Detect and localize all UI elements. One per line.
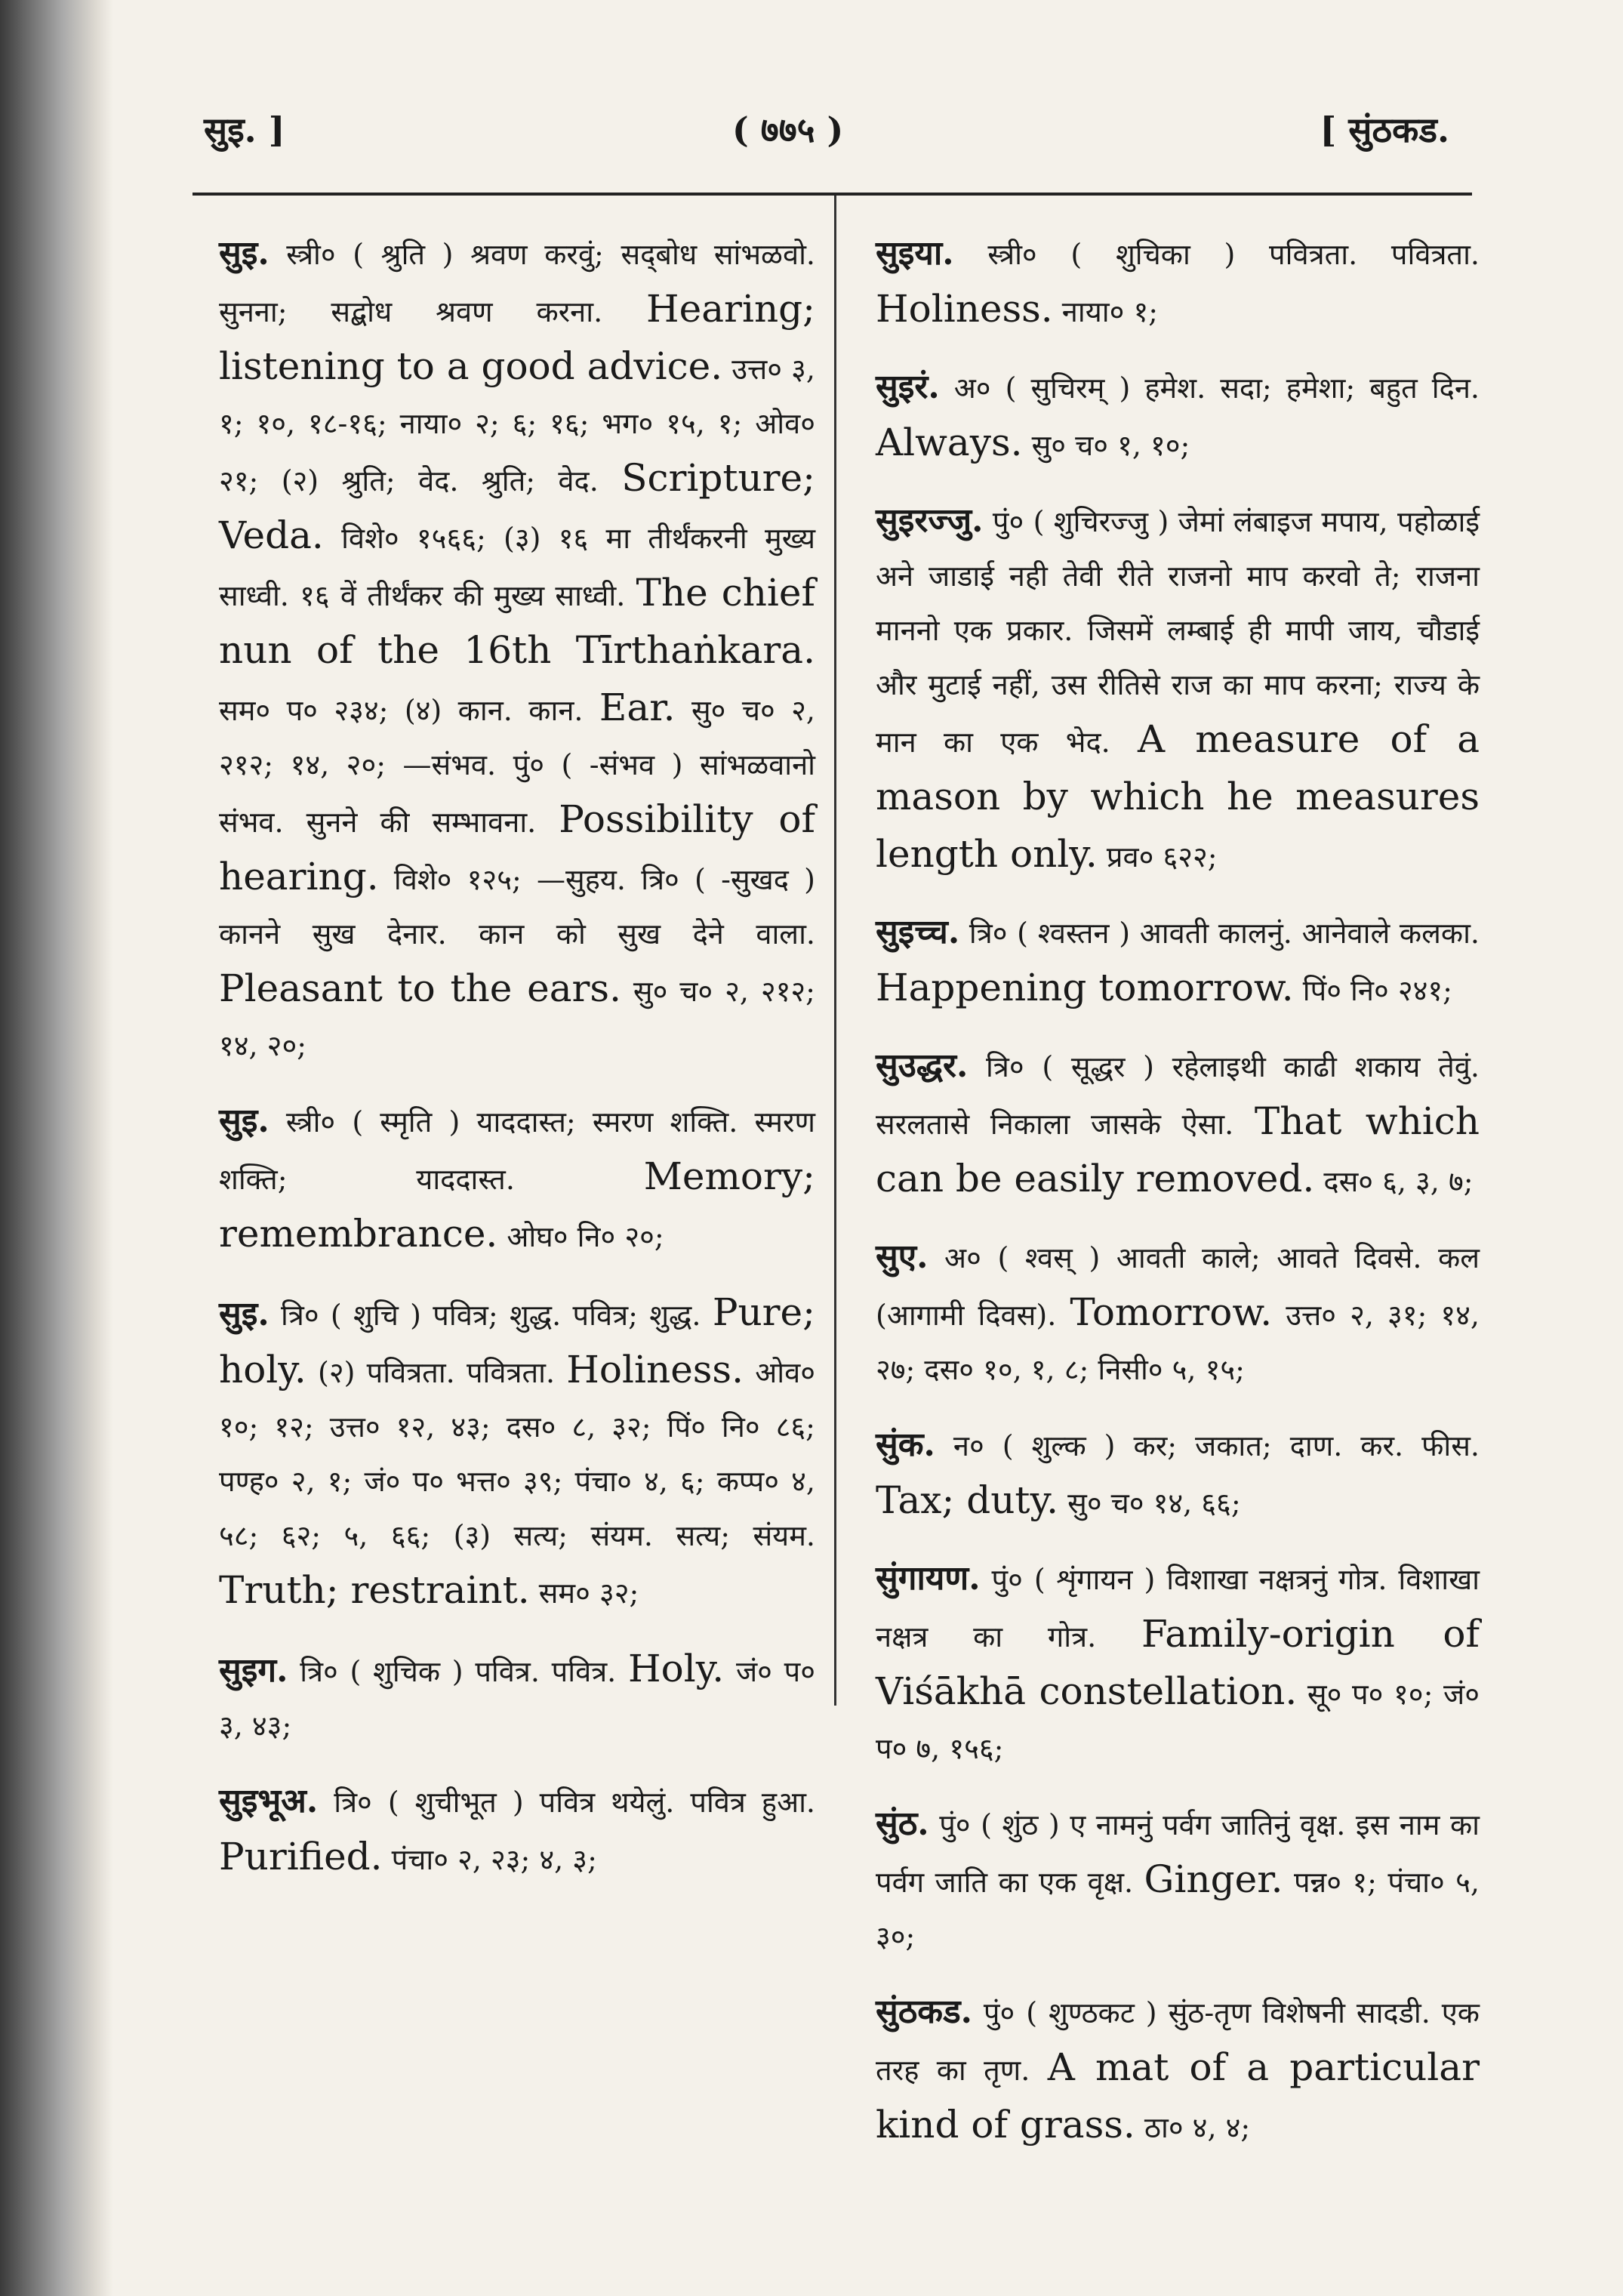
entry-english: The chief nun of the 16th Tīrthaṅkara. bbox=[219, 571, 815, 672]
entry-definition: पुं० ( शुंठ ) ए नामनुं पर्वग जातिनुं वृक्ष. इस नाम का पर्वग जाति का एक वृक्ष. bbox=[876, 1808, 1480, 1899]
entry-refs: पिं० नि० २४१; bbox=[1302, 974, 1452, 1007]
entry-english: Hearing; listening to a good advice. bbox=[219, 287, 815, 388]
dictionary-entry bbox=[876, 494, 1480, 884]
right-column bbox=[876, 227, 1480, 2176]
entry-refs: जं० प० ३, ४३; bbox=[219, 1655, 815, 1743]
dictionary-entry bbox=[876, 1985, 1480, 2155]
entry-refs: सु० च० २, २१२; १४, २०; bbox=[219, 975, 815, 1062]
entry-definition: स्त्री० ( श्रुति ) श्रवण करवुं; सद्‌बोध सांभळवो. सुनना; सद्बोध श्रवण करना. bbox=[219, 238, 815, 328]
entry-headword: सुंठकड. bbox=[876, 1992, 972, 2031]
header-left-guideword: सुइ. ] bbox=[204, 109, 285, 150]
entry-headword: सुइभूअ. bbox=[219, 1782, 319, 1820]
column-divider bbox=[834, 196, 836, 1706]
entry-english: Always. bbox=[876, 421, 1023, 464]
page-header bbox=[204, 106, 1449, 166]
entry-refs: प्रव० ६२२; bbox=[1106, 840, 1218, 874]
entry-english: A mat of a particular kind of grass. bbox=[876, 2045, 1480, 2147]
entry-english: Tomorrow. bbox=[1070, 1290, 1273, 1334]
entry-definition: पुं० ( शुचिरज्जु ) जेमां लंबाइज मपाय, पहोळाई अने जाडाई नही तेवी रीते राजनो माप करवो ते; राजना माननो एक प्रकार. जिसमें लम्बाई ही मापी जाय, चौडाई और मुटाई नहीं, उस रीतिसे राज का माप करना; राज्य के मान का एक भेद. bbox=[876, 505, 1480, 759]
entry-definition: अ० ( श्वस् ) आवती काले; आवते दिवसे. कल (आगामी दिवस). bbox=[876, 1241, 1480, 1332]
entry-headword: सुंक. bbox=[876, 1425, 935, 1464]
entry-english: Happening tomorrow. bbox=[876, 966, 1294, 1009]
entry-headword: सुइ. bbox=[219, 234, 269, 273]
entry-refs: सू० प० १०; जं० प० ७, १५६; bbox=[876, 1678, 1480, 1765]
entry-english: Family-origin of Viśākhā constellation. bbox=[876, 1612, 1480, 1713]
entry-refs: सु० च० १, १०; bbox=[1031, 429, 1190, 462]
entry-refs: पंचा० २, २३; ४, ३; bbox=[391, 1843, 597, 1876]
entry-english: Holy. bbox=[628, 1647, 725, 1690]
entry-definition: स्त्री० ( शुचिका ) पवित्रता. पवित्रता. bbox=[987, 238, 1480, 271]
entry-headword: सुइरं. bbox=[876, 368, 940, 406]
entry-definition: पुं० ( शुण्ठकट ) सुंठ-तृण विशेषनी सादडी. एक तरह का तृण. bbox=[876, 1996, 1480, 2087]
entry-refs: सु० च० २, २१२; १४, २०; —संभव. पुं० ( -संभव ) सांभळवानो संभव. सुनने की सम्भावना. bbox=[219, 694, 815, 839]
entry-definition: त्रि० ( शुचिक ) पवित्र. पवित्र. bbox=[300, 1655, 617, 1688]
entry-refs: पन्न० १; पंचा० ५, ३०; bbox=[876, 1866, 1480, 1953]
entry-english: Truth; restraint. bbox=[219, 1568, 530, 1612]
entry-english: Purified. bbox=[219, 1835, 383, 1878]
entry-english: Scripture; Veda. bbox=[219, 456, 815, 557]
entry-headword: सुइरज्जु. bbox=[876, 501, 984, 540]
entry-refs: सु० च० १४, ६६; bbox=[1067, 1487, 1241, 1520]
entry-refs: उत्त० ३, १; १०, १८-१६; नाया० २; ६; १६; भग० १५, १; ओव० २१; (२) श्रुति; वेद. श्रुति; वेद. bbox=[219, 353, 815, 498]
entry-headword: सुउद्धर. bbox=[876, 1046, 969, 1085]
dictionary-entry bbox=[876, 360, 1480, 473]
entry-english: Tax; duty. bbox=[876, 1478, 1059, 1522]
entry-headword: सुए. bbox=[876, 1237, 929, 1276]
header-rule bbox=[192, 193, 1472, 196]
entry-english: Memory; remembrance. bbox=[219, 1154, 815, 1256]
entry-english: That which can be easily removed. bbox=[876, 1099, 1480, 1200]
entry-refs: (२) पवित्रता. पवित्रता. bbox=[318, 1356, 556, 1389]
entry-english: Pure; holy. bbox=[219, 1290, 815, 1391]
entry-refs: ठा० ४, ४; bbox=[1144, 2111, 1251, 2144]
entry-refs: सम० प० २३४; (४) कान. कान. bbox=[219, 694, 584, 727]
dictionary-entry bbox=[219, 1285, 815, 1620]
entry-english: Holiness. bbox=[566, 1348, 744, 1391]
entry-definition: पुं० ( शृंगायन ) विशाखा नक्षत्रनुं गोत्र. विशाखा नक्षत्र का गोत्र. bbox=[876, 1563, 1480, 1653]
entry-headword: सुइग. bbox=[219, 1651, 288, 1690]
entry-headword: सुइच्च. bbox=[876, 913, 960, 951]
entry-definition: त्रि० ( शुचि ) पवित्र; शुद्ध. पवित्र; शुद्ध. bbox=[281, 1299, 701, 1332]
page-number: ( ७७५ ) bbox=[732, 109, 844, 150]
entry-refs: नाया० १; bbox=[1061, 295, 1159, 328]
dictionary-entry bbox=[876, 1418, 1480, 1530]
entry-english: Ginger. bbox=[1144, 1857, 1283, 1901]
entry-definition: त्रि० ( श्वस्तन ) आवती कालनुं. आनेवाले कलका. bbox=[969, 917, 1480, 950]
entry-definition: त्रि० ( शुचीभूत ) पवित्र थयेलुं. पवित्र हुआ. bbox=[334, 1786, 815, 1819]
dictionary-entry bbox=[876, 1039, 1480, 1209]
dictionary-entry bbox=[219, 1774, 815, 1887]
entry-definition: त्रि० ( सूद्धर ) रहेलाइथी काढी शकाय तेवुं. सरलतासे निकाला जासके ऐसा. bbox=[876, 1050, 1480, 1141]
dictionary-entry bbox=[876, 1797, 1480, 1964]
entry-definition: स्त्री० ( स्मृति ) याददास्त; स्मरण शक्ति. स्मरण शक्ति; याददास्त. bbox=[219, 1105, 815, 1196]
entry-headword: सुंगायण. bbox=[876, 1559, 981, 1598]
entry-english: Pleasant to the ears. bbox=[219, 966, 621, 1010]
entry-english: Possibility of hearing. bbox=[219, 797, 815, 898]
entry-refs: दस० ६, ३, ७; bbox=[1323, 1165, 1474, 1198]
entry-headword: सुइ. bbox=[219, 1102, 269, 1140]
entry-refs: ओव० १०; १२; उत्त० १२, ४३; दस० ८, ३२; पिं० नि० ८६; पण्ह० २, १; जं० प० भत्त० ३९; पंचा० ४, ६; कप्प० ४, ५८; ६२; ५, ६६; (३) सत्य; संयम. सत्य; संयम. bbox=[219, 1356, 815, 1552]
entry-refs: विशे० १२५; —सुहय. त्रि० ( -सुखद ) कानने सुख देनार. कान को सुख देने वाला. bbox=[219, 863, 815, 951]
page-spine-shadow bbox=[0, 0, 113, 2296]
entry-refs: सम० ३२; bbox=[538, 1576, 639, 1610]
dictionary-entry bbox=[219, 227, 815, 1073]
entry-definition: न० ( शुल्क ) कर; जकात; दाण. कर. फीस. bbox=[953, 1429, 1480, 1462]
entry-english: Holiness. bbox=[876, 287, 1053, 331]
dictionary-entry bbox=[876, 1552, 1480, 1776]
header-right-guideword: [ सुंठकड. bbox=[1320, 109, 1449, 150]
entry-refs: विशे० १५६६; (३) १६ मा तीर्थंकरनी मुख्य साध्वी. १६ वें तीर्थंकर की मुख्य साध्वी. bbox=[219, 522, 815, 612]
dictionary-entry bbox=[876, 905, 1480, 1018]
entry-refs: ओघ० नि० २०; bbox=[507, 1220, 664, 1253]
entry-headword: सुइ. bbox=[219, 1295, 269, 1333]
dictionary-entry bbox=[219, 1641, 815, 1753]
dictionary-entry bbox=[219, 1094, 815, 1264]
entry-english: Ear. bbox=[599, 686, 676, 729]
left-column bbox=[219, 227, 815, 1908]
entry-refs: उत्त० २, ३१; १४, २७; दस० १०, १, ८; निसी० ५, १५; bbox=[876, 1299, 1480, 1386]
entry-headword: सुंठ. bbox=[876, 1804, 929, 1843]
dictionary-entry bbox=[876, 1230, 1480, 1397]
entry-english: A measure of a mason by which he measures length only. bbox=[876, 717, 1480, 876]
dictionary-entry bbox=[876, 227, 1480, 339]
entry-definition: अ० ( सुचिरम् ) हमेश. सदा; हमेशा; बहुत दिन. bbox=[953, 371, 1480, 405]
entry-headword: सुइया. bbox=[876, 234, 954, 273]
